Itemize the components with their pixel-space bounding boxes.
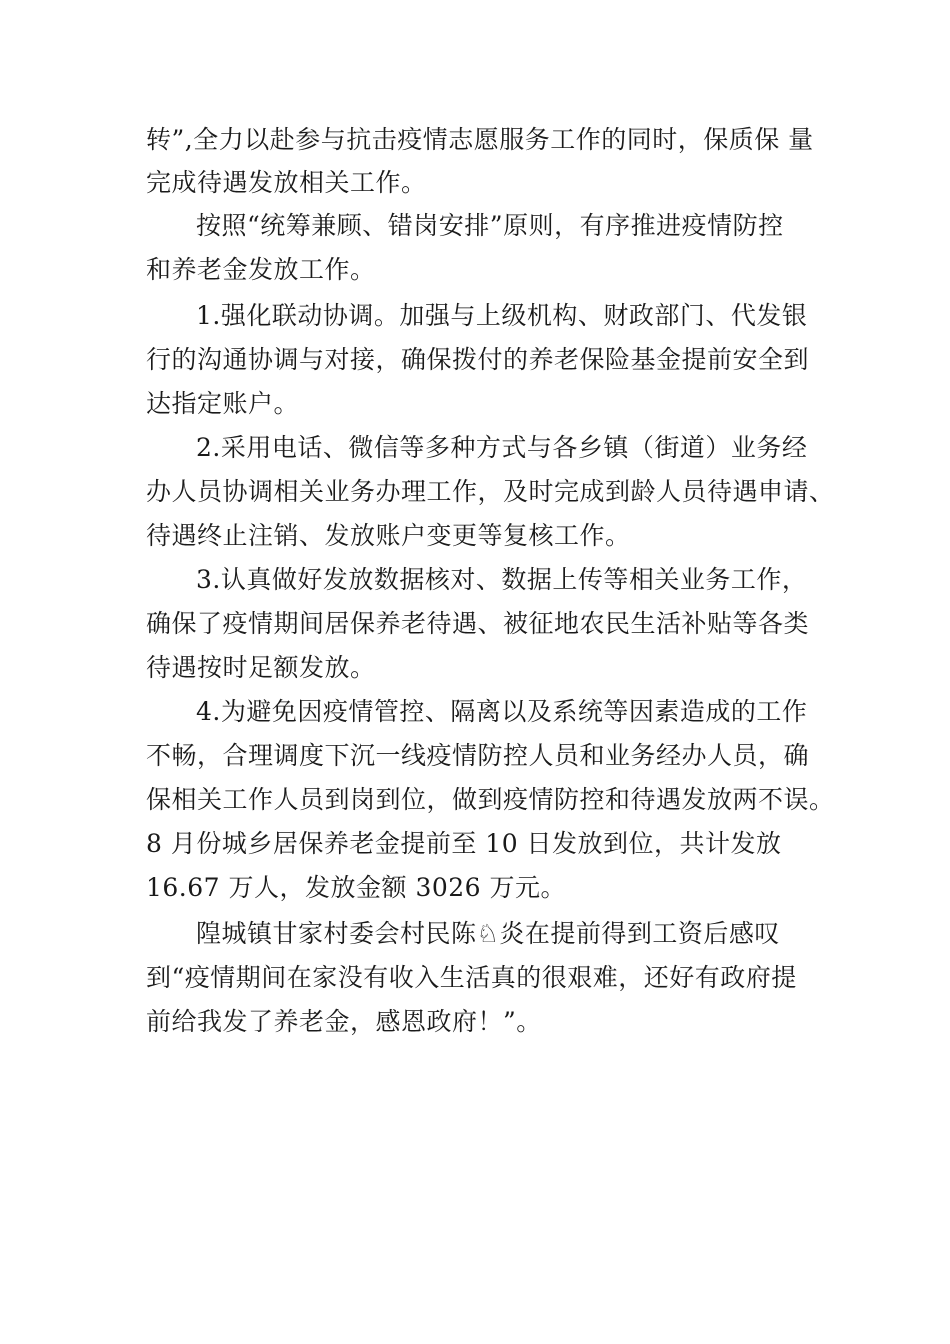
list-item-2-start: 2.采用电话、微信等多种方式与各乡镇（街道）业务经 bbox=[196, 433, 808, 462]
paragraph-start: 隍城镇甘家村委会村民陈♘炎在提前得到工资后感叹 bbox=[196, 919, 780, 948]
text-line: 不畅，合理调度下沉一线疫情防控人员和业务经办人员，确 bbox=[146, 741, 810, 770]
text-line: 保相关工作人员到岗到位，做到疫情防控和待遇发放两不误。 bbox=[146, 785, 835, 814]
text-line: 待遇终止注销、发放账户变更等复核工作。 bbox=[146, 521, 631, 550]
text-line: 办人员协调相关业务办理工作，及时完成到龄人员待遇申请、 bbox=[146, 477, 835, 506]
text-line: 16.67 万人，发放金额 3026 万元。 bbox=[146, 873, 567, 902]
text-line: 确保了疫情期间居保养老待遇、被征地农民生活补贴等各类 bbox=[146, 609, 810, 638]
text-line: 行的沟通协调与对接，确保拨付的养老保险基金提前安全到 bbox=[146, 345, 810, 374]
text-line: 达指定账户。 bbox=[146, 389, 300, 418]
list-item-1-start: 1.强化联动协调。加强与上级机构、财政部门、代发银 bbox=[196, 301, 808, 330]
text-line: 到“疫情期间在家没有收入生活真的很艰难，还好有政府提 bbox=[146, 963, 797, 992]
text-line: 8 月份城乡居保养老金提前至 10 日发放到位，共计发放 bbox=[146, 829, 782, 858]
list-item-3-start: 3.认真做好发放数据核对、数据上传等相关业务工作， bbox=[196, 565, 808, 594]
text-line: 前给我发了养老金，感恩政府！”。 bbox=[146, 1007, 542, 1036]
text-line: 待遇按时足额发放。 bbox=[146, 653, 376, 682]
text-line: 和养老金发放工作。 bbox=[146, 255, 376, 284]
text-line: 转”,全力以赴参与抗击疫情志愿服务工作的同时，保质保 量 bbox=[146, 125, 814, 154]
list-item-4-start: 4.为避免因疫情管控、隔离以及系统等因素造成的工作 bbox=[196, 697, 808, 726]
text-line: 完成待遇发放相关工作。 bbox=[146, 168, 427, 197]
paragraph-start: 按照“统筹兼顾、错岗安排”原则，有序推进疫情防控 bbox=[196, 211, 784, 240]
